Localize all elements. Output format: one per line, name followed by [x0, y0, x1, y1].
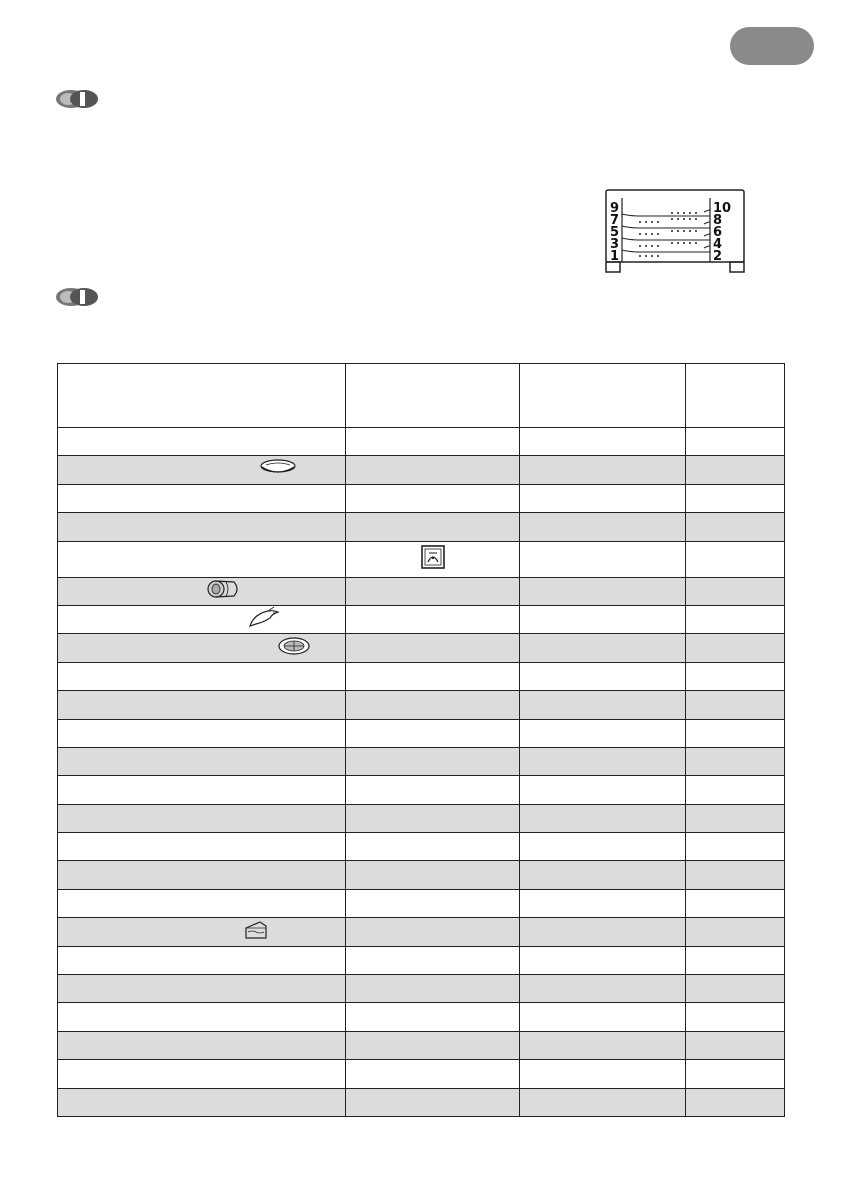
- table-cell: [686, 747, 785, 775]
- table-cell: [346, 861, 520, 889]
- table-row: [58, 719, 785, 747]
- table-row: [58, 861, 785, 889]
- table-cell: [346, 804, 520, 832]
- table-cell: [686, 691, 785, 719]
- table-cell: [520, 662, 686, 690]
- table-row: [58, 975, 785, 1003]
- table-cell: [686, 513, 785, 541]
- table-cell: [58, 456, 346, 484]
- table-cell: [686, 1003, 785, 1031]
- shelf-level-left: 9: [610, 201, 620, 216]
- table-cell: [686, 456, 785, 484]
- table-cell: [686, 634, 785, 662]
- table-cell: [520, 918, 686, 946]
- table-cell: [58, 1003, 346, 1031]
- oven-shelf-diagram: [600, 188, 750, 276]
- shelf-level-right: 6: [713, 225, 723, 240]
- table-cell: [686, 428, 785, 456]
- table-cell: [520, 541, 686, 577]
- table-cell: [58, 634, 346, 662]
- table-cell: [346, 1003, 520, 1031]
- table-cell: [58, 577, 346, 605]
- table-cell: [58, 428, 346, 456]
- table-row: [58, 428, 785, 456]
- table-cell: [686, 776, 785, 804]
- oven-function-icon: [420, 544, 446, 574]
- table-cell: [520, 513, 686, 541]
- table-cell: [686, 946, 785, 974]
- table-cell: [520, 946, 686, 974]
- table-cell: [686, 861, 785, 889]
- table-cell: [686, 889, 785, 917]
- cake-slice-icon: [242, 918, 272, 946]
- shelf-level-left: 1: [610, 249, 620, 264]
- table-cell: [520, 804, 686, 832]
- fish-icon: [244, 606, 284, 634]
- table-row: [58, 747, 785, 775]
- table-row: [58, 1060, 785, 1088]
- table-cell: [346, 634, 520, 662]
- table-cell: [520, 691, 686, 719]
- table-cell: [346, 1060, 520, 1088]
- table-cell: [520, 747, 686, 775]
- table-cell: [58, 747, 346, 775]
- table-row: [58, 662, 785, 690]
- table-cell: [520, 975, 686, 1003]
- table-cell: [58, 833, 346, 861]
- table-cell: [686, 541, 785, 577]
- table-cell: [520, 1003, 686, 1031]
- header-cell: [686, 364, 785, 428]
- table-cell: [520, 1031, 686, 1059]
- table-row: [58, 918, 785, 946]
- header-cell: [520, 364, 686, 428]
- table-row: [58, 605, 785, 633]
- shelf-level-right: 8: [713, 213, 723, 228]
- table-cell: [58, 1060, 346, 1088]
- table-cell: [686, 1088, 785, 1116]
- table-cell: [686, 975, 785, 1003]
- table-cell: [346, 662, 520, 690]
- table-cell: [520, 833, 686, 861]
- table-cell: [686, 719, 785, 747]
- table-cell: [346, 975, 520, 1003]
- table-cell: [346, 456, 520, 484]
- cooking-table: [57, 363, 784, 1117]
- table-cell: [58, 719, 346, 747]
- table-cell: [520, 456, 686, 484]
- table-cell: [686, 833, 785, 861]
- table-cell: [346, 513, 520, 541]
- pie-dish-icon: [258, 457, 298, 483]
- table-row: [58, 776, 785, 804]
- table-cell: [520, 1088, 686, 1116]
- pizza-icon: [276, 635, 312, 661]
- table-cell: [346, 833, 520, 861]
- table-header-row: [58, 364, 785, 428]
- table-cell: [58, 513, 346, 541]
- table-row: [58, 577, 785, 605]
- table-cell: [346, 691, 520, 719]
- table-cell: [346, 747, 520, 775]
- table-cell: [520, 484, 686, 512]
- table-cell: [686, 918, 785, 946]
- table-row: [58, 1031, 785, 1059]
- shelf-level-right: 4: [713, 237, 723, 252]
- table-row: [58, 946, 785, 974]
- table-cell: [346, 605, 520, 633]
- table-cell: [520, 861, 686, 889]
- table-cell: [686, 662, 785, 690]
- table-cell: [58, 889, 346, 917]
- table-cell: [58, 484, 346, 512]
- table-row: [58, 889, 785, 917]
- table-cell: [58, 1088, 346, 1116]
- table-cell: [58, 776, 346, 804]
- table-cell: [346, 1031, 520, 1059]
- table-row: [58, 1088, 785, 1116]
- table-row: [58, 541, 785, 577]
- table-row: [58, 804, 785, 832]
- table-cell: [346, 577, 520, 605]
- table-cell: [346, 1088, 520, 1116]
- table-cell: [520, 428, 686, 456]
- table-cell: [58, 605, 346, 633]
- table-row: [58, 456, 785, 484]
- table-cell: [520, 634, 686, 662]
- table-cell: [346, 918, 520, 946]
- shelf-level-left: 3: [610, 237, 620, 252]
- shelf-level-right: 10: [713, 201, 732, 216]
- table-cell: [520, 605, 686, 633]
- table-cell: [346, 719, 520, 747]
- table-cell: [686, 804, 785, 832]
- note-icon: [54, 286, 100, 308]
- table-cell: [520, 889, 686, 917]
- table-cell: [686, 605, 785, 633]
- table-row: [58, 513, 785, 541]
- table-cell: [58, 946, 346, 974]
- table-cell: [686, 1060, 785, 1088]
- table-cell: [58, 662, 346, 690]
- meat-roll-icon: [204, 579, 244, 603]
- table-cell: [58, 541, 346, 577]
- shelf-level-left: 7: [610, 213, 620, 228]
- language-tab: [730, 27, 814, 65]
- table-cell: [520, 776, 686, 804]
- table-cell: [58, 975, 346, 1003]
- table-cell: [686, 1031, 785, 1059]
- note-icon: [54, 88, 100, 110]
- table-cell: [346, 889, 520, 917]
- table-cell: [686, 484, 785, 512]
- table-cell: [58, 804, 346, 832]
- table-cell: [346, 428, 520, 456]
- table-row: [58, 833, 785, 861]
- header-cell: [58, 364, 346, 428]
- table-row: [58, 634, 785, 662]
- table-cell: [686, 577, 785, 605]
- table-cell: [346, 484, 520, 512]
- table-cell: [520, 577, 686, 605]
- header-cell: [346, 364, 520, 428]
- table-row: [58, 484, 785, 512]
- table-row: [58, 691, 785, 719]
- table-cell: [520, 719, 686, 747]
- shelf-level-right: 2: [713, 249, 723, 264]
- table-cell: [520, 1060, 686, 1088]
- table-cell: [58, 691, 346, 719]
- table-cell: [58, 861, 346, 889]
- shelf-level-left: 5: [610, 225, 620, 240]
- table-cell: [346, 946, 520, 974]
- table-cell: [58, 918, 346, 946]
- table-cell: [346, 776, 520, 804]
- table-cell: [58, 1031, 346, 1059]
- table-row: [58, 1003, 785, 1031]
- table-cell: [346, 541, 520, 577]
